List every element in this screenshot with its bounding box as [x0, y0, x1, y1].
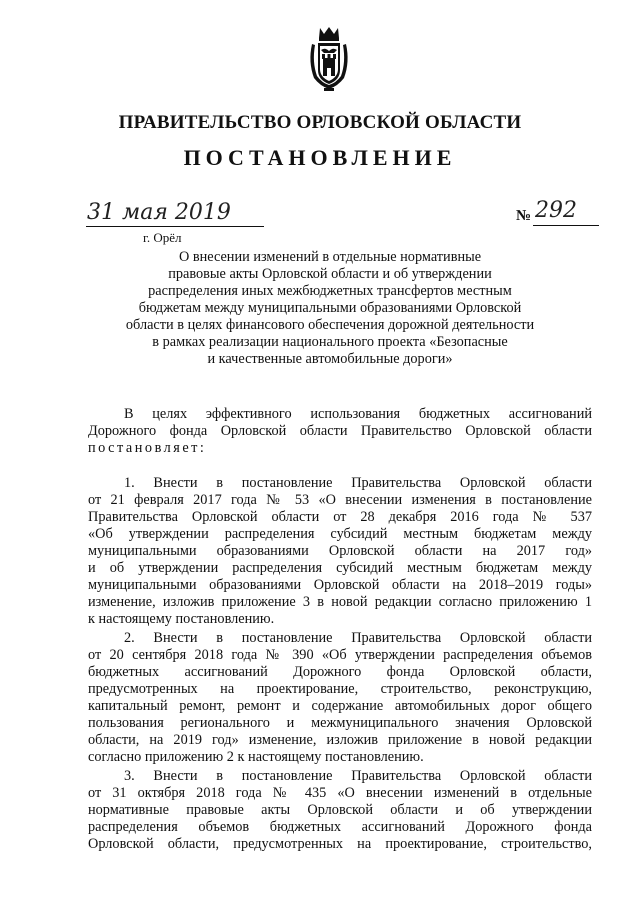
- handwritten-number: 292: [535, 198, 577, 223]
- paragraph-line: бюджетных ассигнований Дорожного фонда Орловской области,: [88, 664, 592, 680]
- document-subject: [100, 249, 560, 368]
- number-label: №: [516, 208, 532, 224]
- document-type-title: ПОСТАНОВЛЕНИЕ: [183, 145, 457, 170]
- paragraph-line: области, на 2019 год» изменение, изложив приложение в новой редакции: [88, 732, 592, 748]
- item-2-paragraph: [88, 630, 592, 766]
- government-title: ПРАВИТЕЛЬСТВО ОРЛОВСКОЙ ОБЛАСТИ: [118, 112, 522, 133]
- coat-of-arms-icon: [306, 26, 352, 92]
- paragraph-line: муниципальными образованиями Орловской области на 2017 год»: [88, 543, 592, 559]
- paragraph-line: 3. Внести в постановление Правительства Орловской области: [124, 768, 592, 784]
- date-underline: [86, 226, 264, 227]
- preamble-paragraph: [88, 406, 592, 457]
- paragraph-line: распределения объемов бюджетных ассигнований Дорожного фонда: [88, 819, 592, 835]
- subject-line: области в целях финансового обеспечения дорожной деятельности: [125, 317, 535, 333]
- subject-line: распределения иных межбюджетных трансфертов местным: [148, 283, 512, 299]
- paragraph-line: 1. Внести в постановление Правительства Орловской области: [124, 475, 592, 491]
- subject-line: бюджетам между муниципальными образованиями Орловской: [138, 300, 522, 316]
- paragraph-line: согласно приложению 2 к настоящему постановлению.: [88, 749, 424, 765]
- subject-line: и качественные автомобильные дороги»: [207, 351, 453, 367]
- paragraph-line: Орловской области, предусмотренных на проектирование, строительство,: [88, 836, 592, 852]
- handwritten-date: 31 мая 2019: [87, 200, 231, 225]
- number-underline: [533, 225, 599, 226]
- paragraph-line: муниципальными образованиями Орловской области на 2018–2019 годы»: [88, 577, 592, 593]
- paragraph-line: Правительства Орловской области от 28 декабря 2016 года № 537: [88, 509, 592, 525]
- subject-line: правовые акты Орловской области и об утверждении: [168, 266, 492, 282]
- paragraph-line: В целях эффективного использования бюджетных ассигнований: [124, 406, 592, 422]
- paragraph-line: от 21 февраля 2017 года № 53 «О внесении изменения в постановление: [88, 492, 592, 508]
- city-label: г. Орёл: [143, 230, 182, 245]
- paragraph-line: к настоящему постановлению.: [88, 611, 275, 627]
- paragraph-line: нормативные правовые акты Орловской области и об утверждении: [88, 802, 592, 818]
- paragraph-line: и об утверждении распределения субсидий местным бюджетам между: [88, 560, 592, 576]
- paragraph-line: от 31 октября 2018 года № 435 «О внесении изменений в отдельные: [88, 785, 592, 801]
- subject-line: О внесении изменений в отдельные нормативные: [178, 249, 482, 265]
- paragraph-line: предусмотренных на проектирование, строительство, реконструкцию,: [88, 681, 592, 697]
- subject-line: в рамках реализации национального проекта «Безопасные: [152, 334, 508, 350]
- paragraph-line: капитальный ремонт, ремонт и содержание автомобильных дорог общего: [88, 698, 592, 714]
- paragraph-line: постановляет:: [88, 440, 207, 456]
- paragraph-line: от 20 сентября 2018 года № 390 «Об утверждении распределения объемов: [88, 647, 592, 663]
- item-1-paragraph: [88, 475, 592, 628]
- paragraph-line: пользования регионального и межмуниципального значения Орловской: [88, 715, 592, 731]
- paragraph-line: изменение, изложив приложение 3 в новой редакции согласно приложению 1: [88, 594, 592, 610]
- paragraph-line: 2. Внести в постановление Правительства Орловской области: [124, 630, 592, 646]
- paragraph-line: «Об утверждении распределения субсидий местным бюджетам между: [88, 526, 592, 542]
- item-3-paragraph: [88, 768, 592, 853]
- paragraph-line: Дорожного фонда Орловской области Правительство Орловской области: [88, 423, 592, 439]
